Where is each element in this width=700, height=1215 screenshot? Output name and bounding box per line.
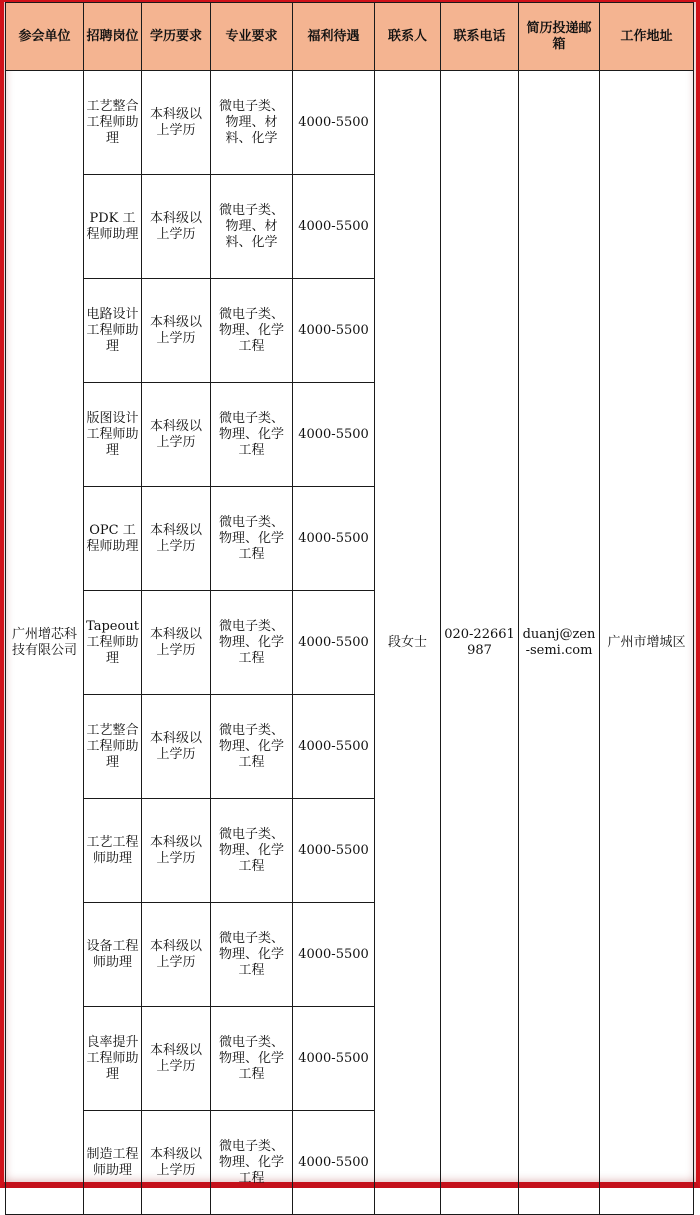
header-email: 简历投递邮箱 [519,3,600,71]
major-cell: 微电子类、物理、化学工程 [211,383,293,487]
major-cell: 微电子类、物理、化学工程 [211,799,293,903]
position-cell: OPC 工程师助理 [84,487,142,591]
job-table-container [5,2,694,1215]
header-row [6,3,694,71]
education-cell: 本科级以上学历 [142,695,211,799]
major-cell: 微电子类、物理、材料、化学 [211,71,293,175]
salary-cell: 4000-5500 [293,487,375,591]
phone-cell: 020-22661987 [441,71,519,1215]
contact-cell: 段女士 [375,71,441,1215]
education-cell: 本科级以上学历 [142,487,211,591]
header-phone: 联系电话 [441,3,519,71]
education-cell: 本科级以上学历 [142,1111,211,1215]
salary-cell: 4000-5500 [293,1111,375,1215]
major-cell: 微电子类、物理、化学工程 [211,695,293,799]
education-cell: 本科级以上学历 [142,175,211,279]
education-cell: 本科级以上学历 [142,903,211,1007]
job-table [5,2,694,1215]
salary-cell: 4000-5500 [293,591,375,695]
major-cell: 微电子类、物理、化学工程 [211,903,293,1007]
salary-cell: 4000-5500 [293,903,375,1007]
header-position: 招聘岗位 [84,3,142,71]
position-cell: 设备工程师助理 [84,903,142,1007]
education-cell: 本科级以上学历 [142,383,211,487]
position-cell: 良率提升工程师助理 [84,1007,142,1111]
position-cell: PDK 工程师助理 [84,175,142,279]
education-cell: 本科级以上学历 [142,279,211,383]
salary-cell: 4000-5500 [293,279,375,383]
company-cell: 广州增芯科技有限公司 [6,71,84,1215]
header-salary: 福利待遇 [293,3,375,71]
education-cell: 本科级以上学历 [142,71,211,175]
major-cell: 微电子类、物理、化学工程 [211,279,293,383]
salary-cell: 4000-5500 [293,383,375,487]
header-address: 工作地址 [600,3,694,71]
header-major: 专业要求 [211,3,293,71]
major-cell: 微电子类、物理、化学工程 [211,487,293,591]
salary-cell: 4000-5500 [293,71,375,175]
major-cell: 微电子类、物理、化学工程 [211,591,293,695]
major-cell: 微电子类、物理、化学工程 [211,1111,293,1215]
position-cell: 工艺工程师助理 [84,799,142,903]
salary-cell: 4000-5500 [293,799,375,903]
header-contact: 联系人 [375,3,441,71]
position-cell: 电路设计工程师助理 [84,279,142,383]
education-cell: 本科级以上学历 [142,591,211,695]
major-cell: 微电子类、物理、化学工程 [211,1007,293,1111]
position-cell: 工艺整合工程师助理 [84,695,142,799]
header-education: 学历要求 [142,3,211,71]
major-cell: 微电子类、物理、材料、化学 [211,175,293,279]
position-cell: Tapeout 工程师助理 [84,591,142,695]
salary-cell: 4000-5500 [293,695,375,799]
education-cell: 本科级以上学历 [142,1007,211,1111]
table-row [6,71,694,175]
salary-cell: 4000-5500 [293,175,375,279]
address-cell: 广州市增城区 [600,71,694,1215]
position-cell: 工艺整合工程师助理 [84,71,142,175]
header-company: 参会单位 [6,3,84,71]
salary-cell: 4000-5500 [293,1007,375,1111]
position-cell: 制造工程师助理 [84,1111,142,1215]
position-cell: 版图设计工程师助理 [84,383,142,487]
email-cell[interactable]: duanj@zen-semi.com [519,71,600,1215]
education-cell: 本科级以上学历 [142,799,211,903]
